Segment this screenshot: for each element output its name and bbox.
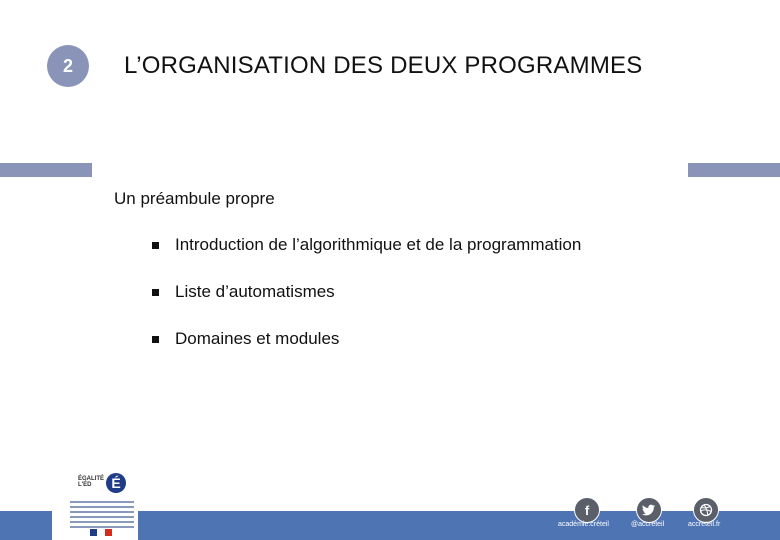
footer-stripe-left bbox=[0, 511, 52, 540]
bullet-text: Domaines et modules bbox=[175, 329, 340, 348]
bullet-list bbox=[152, 234, 581, 375]
square-bullet-icon bbox=[152, 336, 159, 343]
globe-ball-icon bbox=[699, 503, 713, 517]
slide-title: L’ORGANISATION DES DEUX PROGRAMMES bbox=[124, 52, 643, 79]
slide-number-badge: 2 bbox=[47, 45, 89, 87]
dribbble-icon[interactable] bbox=[693, 497, 719, 523]
ministry-logo bbox=[66, 470, 138, 540]
logo-text-lines-icon bbox=[70, 498, 134, 531]
twitter-icon[interactable] bbox=[636, 497, 662, 523]
facebook-icon[interactable]: f bbox=[574, 497, 600, 523]
square-bullet-icon bbox=[152, 242, 159, 249]
facebook-label[interactable]: académie.créteil bbox=[558, 521, 609, 528]
bullet-text: Introduction de l’algorithmique et de la programmation bbox=[175, 235, 582, 254]
bullet-text: Liste d’automatismes bbox=[175, 282, 335, 301]
bullet-item bbox=[152, 328, 581, 350]
left-divider bbox=[0, 163, 92, 177]
right-divider bbox=[688, 163, 780, 177]
square-bullet-icon bbox=[152, 289, 159, 296]
footer-band bbox=[138, 511, 780, 540]
site-label[interactable]: accreteil.fr bbox=[688, 521, 721, 528]
bullet-item bbox=[152, 234, 581, 256]
lead-text: Un préambule propre bbox=[114, 189, 275, 208]
logo-e-icon: É bbox=[106, 473, 126, 493]
bullet-item bbox=[152, 281, 581, 303]
logo-lettering-icon: ÉGALITÉ L'ÉD bbox=[78, 476, 105, 488]
twitter-bird-icon bbox=[642, 504, 656, 516]
french-flag-icon bbox=[90, 529, 112, 536]
twitter-label[interactable]: @accreteil bbox=[631, 521, 665, 528]
